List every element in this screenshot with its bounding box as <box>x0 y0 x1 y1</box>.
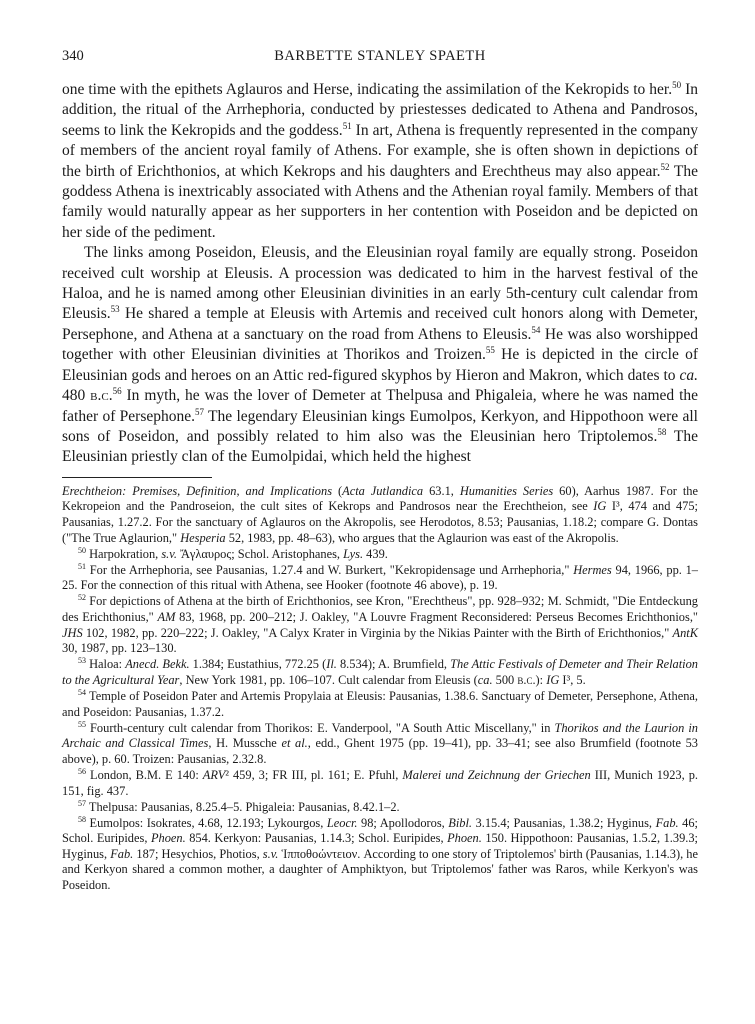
footnote-divider <box>62 477 212 478</box>
running-head: BARBETTE STANLEY SPAETH <box>274 48 486 64</box>
footnote-ref-58[interactable]: 58 <box>657 426 667 437</box>
footnote-58: $^{58}$ Eumolpos: Isokrates, 4.68, 12.193; Lykourgos, Leocr. 98; Apollodoros, Bibl. 3.15.4; Pausanias, 1.38.2; Hyginus, Fab. 46; Schol. Euripides, Phoen. 854. Kerkyon: Pausanias, 1.14.3; Schol. Euripides, Phoen. 150. Hippothoon: Pausanias, 1.5.2, 1.39.3; Hyginus, Fab. 187; Hesychios, Photios, s.v. Ἱπποθοώντειον. According to one story of Triptolemos' birth (Pausanias, 1.14.3), he and Kerkyon shared a common mother, a daughter of Amphiktyon, but Triptolemos' father was Raros, while Kerkyon's was Poseidon. <box>62 814 698 893</box>
footnote-51: $^{51}$ For the Arrhephoria, see Pausanias, 1.27.4 and W. Burkert, "Kekropidensage und Arrhephoria," Hermes 94, 1966, pp. 1–25. For the connection of this ritual with Athena, see Hooker (footnote 46 above), p. 19. <box>62 561 698 593</box>
footnote-ref-53[interactable]: 53 <box>110 304 120 315</box>
footnote-54: $^{54}$ Temple of Poseidon Pater and Artemis Propylaia at Eleusis: Pausanias, 1.38.6. Sanctuary of Demeter, Persephone, Athena, and Poseidon: Pausanias, 1.37.2. <box>62 687 698 719</box>
main-text <box>62 80 698 468</box>
body-paragraph-1: one time with the epithets Aglauros and Herse, indicating the assimilation of the Kekropids to her.$^{50}$ In addition, the ritual of the Arrhephoria, conducted by priestesses dedicated to Athena and Pandrosos, seems to link the Kekropids and the goddess.$^{51}$ In art, Athena is frequently represented in the company of members of the ancient royal family of Athens. For example, she is often shown in depictions of the birth of Erichthonios, at which Kekrops and his daughters and Erechtheus may also appear.$^{52}$ The goddess Athena is inextricably associated with Athens and the Athenian royal family. Members of that family would naturally appear as her supporters in her contention with Poseidon and be depicted on her side of the pediment. <box>62 79 698 241</box>
page-number: 340 <box>62 48 84 64</box>
footnote-ref-55[interactable]: 55 <box>485 345 495 356</box>
footnote-55: $^{55}$ Fourth-century cult calendar from Thorikos: E. Vanderpool, "A South Attic Miscellany," in Thorikos and the Laurion in Archaic and Classical Times, H. Mussche et al., edd., Ghent 1975 (pp. 19–41), pp. 33–41; see also Brumfield (footnote 53 above), p. 60. Troizen: Pausanias, 2.32.8. <box>62 719 698 766</box>
footnote-ref-52[interactable]: 52 <box>660 161 670 172</box>
footnote-ref-54[interactable]: 54 <box>531 324 541 335</box>
footnote-ref-50[interactable]: 50 <box>672 79 682 90</box>
footnote-56: $^{56}$ London, B.M. E 140: ARV² 459, 3; FR III, pl. 161; E. Pfuhl, Malerei und Zeichnung der Griechen III, Munich 1923, p. 151, fig. 437. <box>62 766 698 798</box>
footnote-50: $^{50}$ Harpokration, s.v. Ἄγλαυρος; Schol. Aristophanes, Lys. 439. <box>78 545 388 561</box>
footnote-ref-56[interactable]: 56 <box>112 385 122 396</box>
footnote-ref-57[interactable]: 57 <box>195 406 205 417</box>
footnote-continued: Erechtheion: Premises, Definition, and Implications (Acta Jutlandica 63.1, Humanities Series 60), Aarhus 1987. For the Kekropeion and the Pandroseion, the cult sites of Kekrops and Pandrosos near the Erechtheion, see IG I³, 474 and 475; Pausanias, 1.27.2. For the sanctuary of Aglauros on the Akropolis, see Herodotos, 8.53; Pausanias, 1.18.2; compare G. Dontas ("The True Aglaurion," Hesperia 52, 1983, pp. 48–63), who argues that the Aglaurion was east of the Akropolis. <box>62 483 698 545</box>
footnote-57: $^{57}$ Thelpusa: Pausanias, 8.25.4–5. Phigaleia: Pausanias, 8.42.1–2. <box>78 798 400 814</box>
body-paragraph-2: The links among Poseidon, Eleusis, and the Eleusinian royal family are equally strong. Poseidon received cult worship at Eleusis. A procession was dedicated to him in the harvest festival of the Haloa, and he is named among other Eleusinian divinities in an early 5th-century cult calendar from Eleusis.$^{53}$ He shared a temple at Eleusis with Artemis and received cult honors along with Demeter, Persephone, and Athena at a sanctuary on the road from Athens to Eleusis.$^{54}$ He was also worshipped together with other Eleusinian divinities at Thorikos and Troizen.$^{55}$ He is depicted in the circle of Eleusinian gods and heroes on an Attic red-figured skyphos by Hieron and Makron, which dates to ca. 480 b.c.$^{56}$ In myth, he was the lover of Demeter at Thelpusa and Phigaleia, where he was named the father of Persephone.$^{57}$ The legendary Eleusinian kings Eumolpos, Kerkyon, and Hippothoon were all sons of Poseidon, and possibly related to him also was the Eleusinian hero Triptolemos.$^{58}$ The Eleusinian priestly clan of the Eumolpidai, which held the highest <box>62 244 699 466</box>
footnotes <box>62 484 698 894</box>
book-page <box>62 48 698 894</box>
footnote-52: $^{52}$ For depictions of Athena at the birth of Erichthonios, see Kron, "Erechtheus", pp. 928–932; M. Schmidt, "Die Entdeckung des Erichthonius," AM 83, 1968, pp. 200–212; J. Oakley, "A Louvre Fragment Reconsidered: Perseus Becomes Erichthonios," JHS 102, 1982, pp. 220–222; J. Oakley, "A Calyx Krater in Virginia by the Nikias Painter with the Birth of Erichthonios," AntK 30, 1987, pp. 123–130. <box>62 593 698 656</box>
page-header <box>62 48 698 68</box>
footnote-53: $^{53}$ Haloa: Anecd. Bekk. 1.384; Eustathius, 772.25 (Il. 8.534); A. Brumfield, The Attic Festivals of Demeter and Their Relation to the Agricultural Year, New York 1981, pp. 106–107. Cult calendar from Eleusis (ca. 500 b.c.): IG I³, 5. <box>62 656 699 687</box>
footnote-ref-51[interactable]: 51 <box>342 120 352 131</box>
